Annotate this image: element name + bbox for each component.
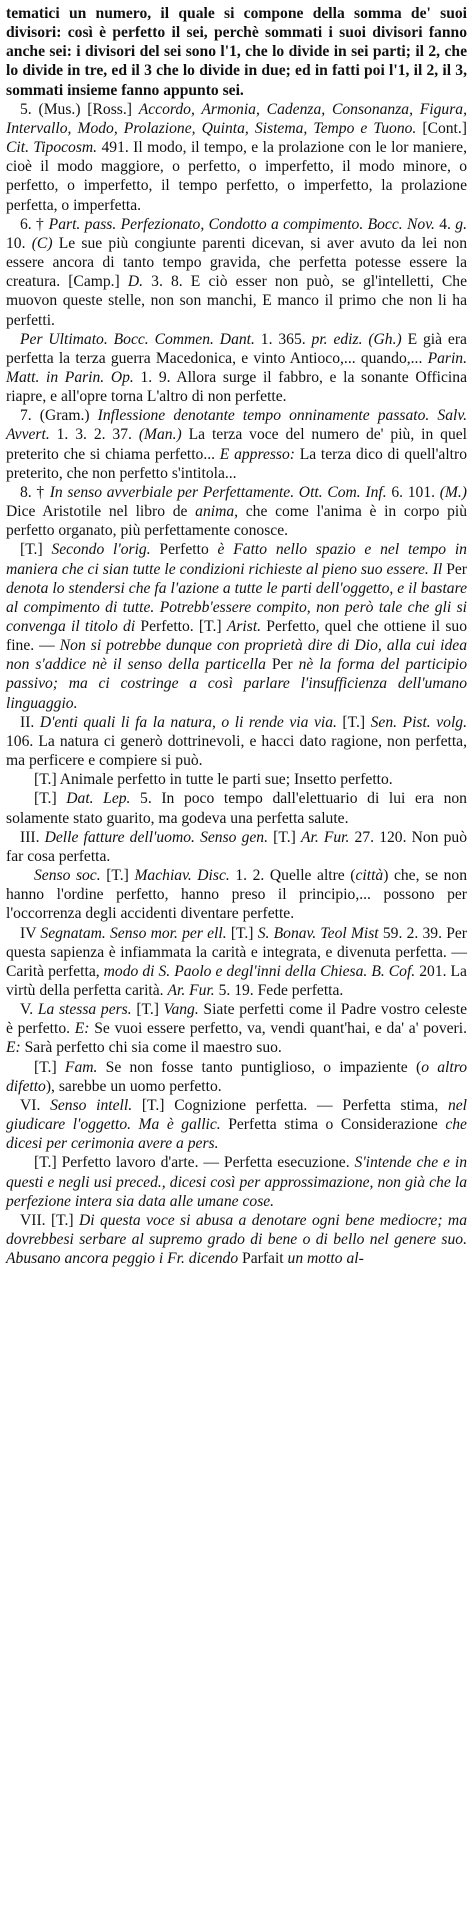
italic-text: Ar. Fur. <box>300 828 350 846</box>
italic-text: Inflessione denotante tempo onninamente passato. Salv. Avvert. <box>6 407 467 444</box>
text: che come l'anima è in corpo più perfetto organato, più perfettamente conosce. <box>6 503 468 540</box>
entry-paragraph <box>6 924 467 1001</box>
entry-paragraph <box>6 828 467 866</box>
entry-paragraph <box>6 483 467 540</box>
italic-text: anima, <box>195 503 239 521</box>
text: [T.] <box>100 867 135 885</box>
text: La terza dico di quell'altro preterito, che non perfetto s'intitola... <box>6 445 467 482</box>
text: ) che, se non hanno l'ordine perfetto, hanno preso il principio,... possono per l'occorrenza degli accidenti diventare perfette. <box>6 867 468 923</box>
italic-text: che dicesi per cerimonia avere a pers. <box>6 1116 467 1153</box>
text: 1. 3. 2. 37. <box>49 426 139 444</box>
italic-text: Vang. <box>163 1001 199 1019</box>
text: VII. [T.] <box>20 1211 79 1229</box>
text: Se non fosse tanto puntiglioso, o impaziente ( <box>97 1058 422 1076</box>
text: 6. 101. <box>386 483 440 501</box>
italic-text: Senso soc. <box>34 867 101 885</box>
text: 10. <box>6 234 32 252</box>
italic-text: g. <box>455 215 467 233</box>
text: Siate perfetti come il Padre vostro celeste è perfetto. <box>6 1001 467 1038</box>
text: 201. La virtù della perfetta carità. <box>6 962 467 999</box>
italic-text: Part. pass. Perfezionato, Condotto a compimento. Bocc. Nov. <box>48 215 435 233</box>
text: [T.] Perfetto lavoro d'arte. — Perfetta esecuzione. <box>34 1154 355 1172</box>
text: [T.] <box>336 713 371 731</box>
entry-paragraph <box>6 1153 467 1210</box>
italic-text: Dat. Lep. <box>66 790 131 808</box>
text: 106. La natura ci generò dottrinevoli, e hacci dato ragione, non perfetta, ma perficere e compiere si può. <box>6 732 467 770</box>
entry-paragraph <box>6 4 467 100</box>
text: Dice Aristotile nel libro de <box>6 503 196 521</box>
entry-paragraph <box>6 540 467 712</box>
text: IV <box>20 924 41 942</box>
text: [T.] <box>268 828 301 846</box>
italic-text: S. Bonav. Teol Mist <box>257 924 379 942</box>
italic-text: modo di S. Paolo e degl'inni della Chiesa. B. Cof. <box>103 962 416 980</box>
entry-paragraph <box>6 866 467 923</box>
italic-text: E appresso: <box>219 445 295 463</box>
text: [T.] <box>131 1001 164 1019</box>
italic-text: Fam. <box>64 1058 98 1076</box>
entry-paragraph <box>6 1211 467 1268</box>
text: E già era perfetta la terza guerra Macedonica, e vinto Antioco,... quando,... <box>6 330 467 367</box>
italic-text: Segnatam. Senso mor. per ell. <box>40 924 227 942</box>
italic-text: (Man.) <box>138 426 182 444</box>
text: V. <box>20 1001 38 1019</box>
text: Per <box>442 560 467 578</box>
text: 1. 2. Quelle altre ( <box>229 867 356 885</box>
text: VI. <box>20 1096 51 1114</box>
text: Perfetto <box>150 541 218 559</box>
entry-paragraph <box>6 1000 467 1057</box>
italic-text: Ar. Fur. <box>167 981 215 999</box>
entry-paragraph <box>6 1096 467 1153</box>
text: [T.] Animale perfetto in tutte le parti sue; Insetto perfetto. <box>34 771 393 789</box>
italic-text: La stessa pers. <box>37 1001 132 1019</box>
italic-text: (M.) <box>439 483 467 501</box>
text: Se vuoi essere perfetto, va, vendi quant'hai, e da' a' poveri. <box>89 1020 467 1038</box>
entry-paragraph <box>6 770 467 789</box>
text: 7. (Gram.) <box>20 407 98 425</box>
text: 5. 19. Fede perfetta. <box>214 981 344 999</box>
text: 4. <box>434 215 456 233</box>
text: Per <box>265 656 299 674</box>
italic-text: nè la forma del participio passivo; ma ci costringe a così parlare l'insufficienza dell'umano linguaggio. <box>6 656 467 712</box>
text: 1. 9. Allora surge il fabbro, e la sonante Officina riapre, e all'opre torna L'altro di non perfette. <box>6 368 467 406</box>
italic-text: Senso intell. <box>50 1096 133 1114</box>
text: [T.] <box>34 790 67 808</box>
entry-paragraph <box>6 100 467 215</box>
italic-text: (C) <box>31 234 53 252</box>
bold-text: tematici un numero, il quale si compone della somma de' suoi divisori: così è perfetto il sei, perchè sommati i suoi divisori fanno anche sei: i divisori del sei sono l'1, che lo divide in sei parti; il 2, che lo divide in tre, ed il 3 che lo divide in due; ed in fatti poi l'1, il 2, il 3, sommati insieme fanno appunto sei. <box>6 5 467 99</box>
text: ), sarebbe un uomo perfetto. <box>45 1077 222 1095</box>
italic-text: pr. ediz. (Gh.) <box>311 330 402 348</box>
text: Sarà perfetto chi sia come il maestro suo. <box>20 1039 282 1057</box>
italic-text: nel giudicare l'oggetto. Ma è gallic. <box>6 1096 467 1134</box>
italic-text: un motto al- <box>287 1250 364 1268</box>
text: [Cont.] <box>416 119 467 137</box>
text: 6. † <box>20 215 49 233</box>
text: Perfetta stima o Considerazione <box>220 1116 446 1134</box>
italic-text: In senso avverbiale per Perfettamente. Ott. Com. Inf. <box>49 483 387 501</box>
text: 1. 365. <box>254 330 312 348</box>
entry-paragraph <box>6 713 467 770</box>
entry-paragraph <box>6 406 467 483</box>
text: Perfetto, quel che ottiene il suo fine. — <box>6 618 468 655</box>
italic-text: E: <box>6 1039 21 1057</box>
text: [T.] Cognizione perfetta. — Perfetta stima, <box>132 1096 448 1114</box>
entry-paragraph <box>6 215 467 330</box>
italic-text: è Fatto nello spazio e nel tempo in maniera che ci sian tutte le condizioni richieste al pieno suo essere. Il <box>6 541 467 578</box>
text: Perfetto. [T.] <box>135 618 227 635</box>
italic-text: E: <box>74 1020 90 1038</box>
italic-text: Parin. Matt. in Parin. Op. <box>6 349 467 386</box>
entry-paragraph <box>6 1058 467 1096</box>
text: III. <box>20 828 45 846</box>
text: 3. 8. E ciò esser non può, se gl'intelletti, Che muovon queste stelle, non son manchi, E manco il primo che non li ha perfetti. <box>6 273 467 329</box>
text: Le sue più congiunte parenti dicevan, si aver avuto da lei non essere ancora di tanto tempo gravida, che perfetta potesse essere la creatura. [Camp.] <box>6 234 468 291</box>
italic-text: D'enti quali li fa la natura, o li rende via via. <box>39 713 337 731</box>
italic-text: Cit. Tipocosm. <box>6 139 98 157</box>
italic-text: Sen. Pist. volg. <box>370 713 467 731</box>
text: 59. 2. 39. Per questa sapienza è infiammata la carità e integrata, e divenuta perfetta. — Carità perfetta, <box>6 924 467 980</box>
italic-text: S'intende che e in questi e negli usi preced., dicesi così per approssimazione, non già che la perfezione intera sia data alle umane cose. <box>6 1154 468 1210</box>
text: [T.] <box>226 924 258 942</box>
italic-text: Secondo l'orig. <box>51 541 151 559</box>
italic-text: D. <box>127 273 144 291</box>
italic-text: Accordo, Armonia, Cadenza, Consonanza, Figura, Intervallo, Modo, Prolazione, Quinta, Sistema, Tempo e Tuono. <box>6 100 467 137</box>
text: 5. In poco tempo dall'elettuario di lui era non solamente stato guarito, ma godeva una perfetta salute. <box>6 790 467 827</box>
text: 5. (Mus.) [Ross.] <box>20 100 139 118</box>
text: Parfait <box>238 1250 288 1268</box>
text: 27. 120. Non può far cosa perfetta. <box>6 828 467 865</box>
text: [T.] <box>34 1058 65 1076</box>
italic-text: denota lo stendersi che fa l'azione a tutte le parti dell'oggetto, e il bastare al compimento di tutte. Potrebb'essere compito, non però tale che gli si convenga il titolo di <box>6 579 467 635</box>
italic-text: Delle fatture dell'uomo. Senso gen. <box>44 828 269 846</box>
italic-text: Arist. <box>226 618 262 635</box>
text: La terza voce del numero de' più, in quel preterito che si chiama perfetto... <box>6 426 467 463</box>
italic-text: Di questa voce si abusa a denotare ogni bene mediocre; ma dovrebbesi serbare al supremo grado di bene o di bello nel genere suo. Abusano ancora peggio i Fr. dicendo <box>6 1211 467 1268</box>
italic-text: città <box>355 867 384 885</box>
italic-text: Per Ultimato. Bocc. Commen. Dant. <box>20 330 255 348</box>
text: 491. Il modo, il tempo, e la prolazione con le lor maniere, cioè il modo maggiore, o perfetto, o imperfetto, il modo minore, o perfetto, o imperfetto, il tempo perfetto, o imperfetto, la prolazione perfetta, o imperfetta. <box>6 139 467 214</box>
italic-text: Non si potrebbe dunque con proprietà dire di Dio, alla cui idea non s'addice nè il senso della particella <box>6 637 467 674</box>
text: II. <box>20 713 40 731</box>
italic-text: Machiav. Disc. <box>134 867 230 885</box>
text: 8. † <box>20 483 50 501</box>
entry-paragraph <box>6 789 467 827</box>
italic-text: o altro difetto <box>6 1058 467 1095</box>
entry-paragraph <box>6 330 467 407</box>
text: [T.] <box>20 541 52 559</box>
